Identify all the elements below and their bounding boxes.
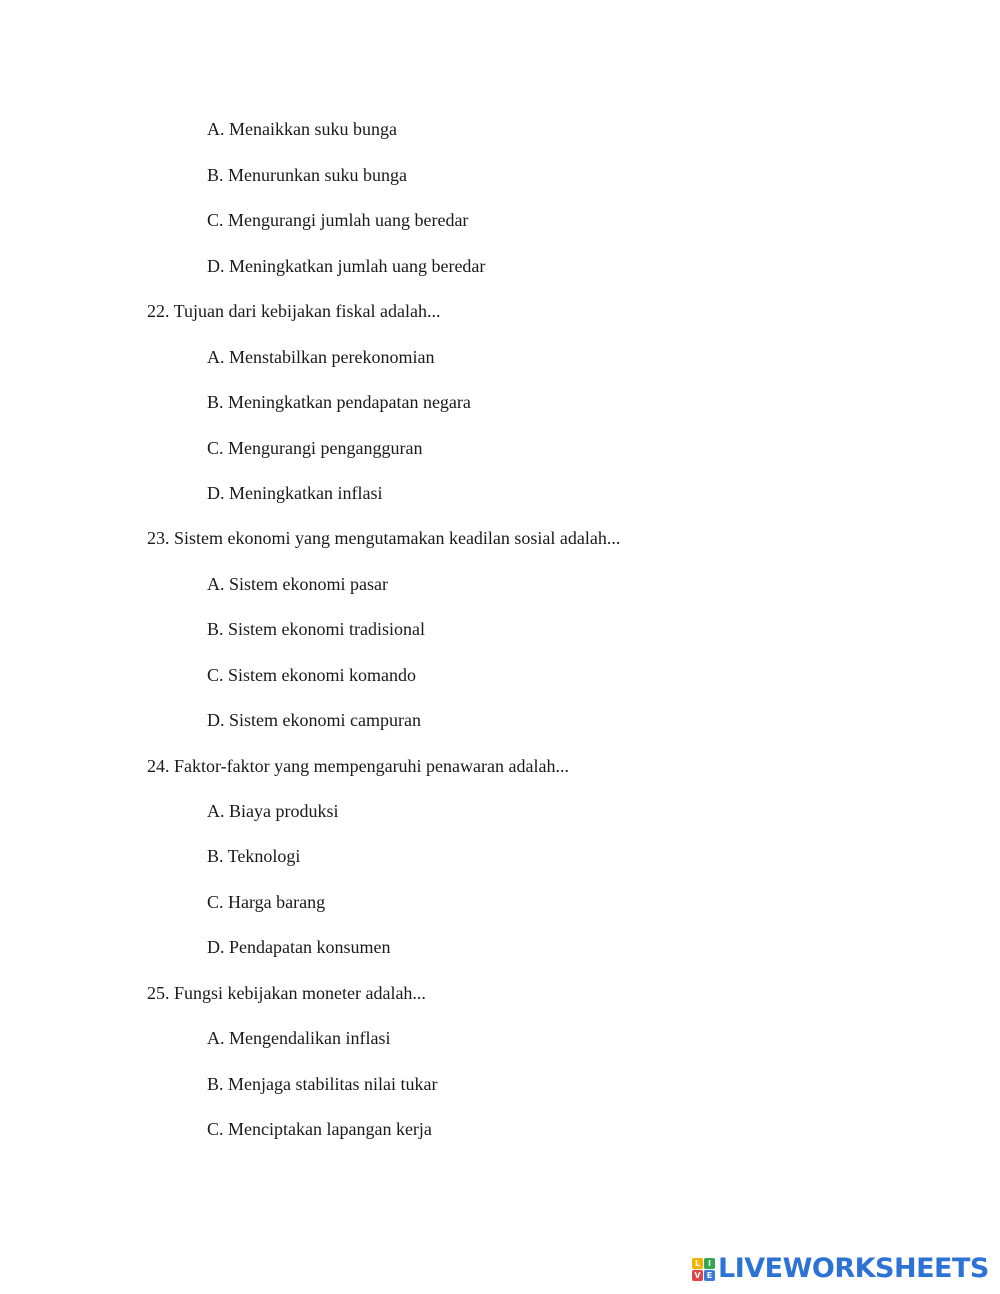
option-a[interactable]: A. Menaikkan suku bunga (207, 119, 397, 139)
option-c[interactable]: C. Mengurangi jumlah uang beredar (207, 210, 469, 230)
question-25: 25. Fungsi kebijakan moneter adalah... (147, 983, 426, 1003)
brand-name: LIVEWORKSHEETS (718, 1253, 989, 1284)
logo-letter-l: L (692, 1258, 703, 1269)
option-d[interactable]: D. Pendapatan konsumen (207, 937, 391, 957)
question-23: 23. Sistem ekonomi yang mengutamakan keadilan sosial adalah... (147, 528, 621, 548)
logo-letter-v: V (692, 1270, 703, 1281)
option-a[interactable]: A. Mengendalikan inflasi (207, 1028, 391, 1048)
option-c[interactable]: C. Mengurangi pengangguran (207, 438, 423, 458)
option-b[interactable]: B. Meningkatkan pendapatan negara (207, 392, 471, 412)
option-d[interactable]: D. Sistem ekonomi campuran (207, 710, 421, 730)
liveworksheets-logo[interactable] (692, 1253, 989, 1285)
logo-mark-icon (692, 1258, 715, 1281)
option-d[interactable]: D. Meningkatkan inflasi (207, 483, 383, 503)
question-22: 22. Tujuan dari kebijakan fiskal adalah... (147, 301, 441, 321)
logo-letter-e: E (704, 1270, 715, 1281)
option-a[interactable]: A. Biaya produksi (207, 801, 339, 821)
option-a[interactable]: A. Sistem ekonomi pasar (207, 574, 388, 594)
option-b[interactable]: B. Teknologi (207, 846, 301, 866)
logo-letter-i: I (704, 1258, 715, 1269)
option-b[interactable]: B. Sistem ekonomi tradisional (207, 619, 425, 639)
option-c[interactable]: C. Sistem ekonomi komando (207, 665, 416, 685)
option-b[interactable]: B. Menjaga stabilitas nilai tukar (207, 1074, 438, 1094)
option-c[interactable]: C. Harga barang (207, 892, 326, 912)
option-c[interactable]: C. Menciptakan lapangan kerja (207, 1119, 432, 1139)
option-a[interactable]: A. Menstabilkan perekonomian (207, 347, 435, 367)
question-24: 24. Faktor-faktor yang mempengaruhi penawaran adalah... (147, 756, 569, 776)
option-b[interactable]: B. Menurunkan suku bunga (207, 165, 407, 185)
option-d[interactable]: D. Meningkatkan jumlah uang beredar (207, 256, 486, 276)
